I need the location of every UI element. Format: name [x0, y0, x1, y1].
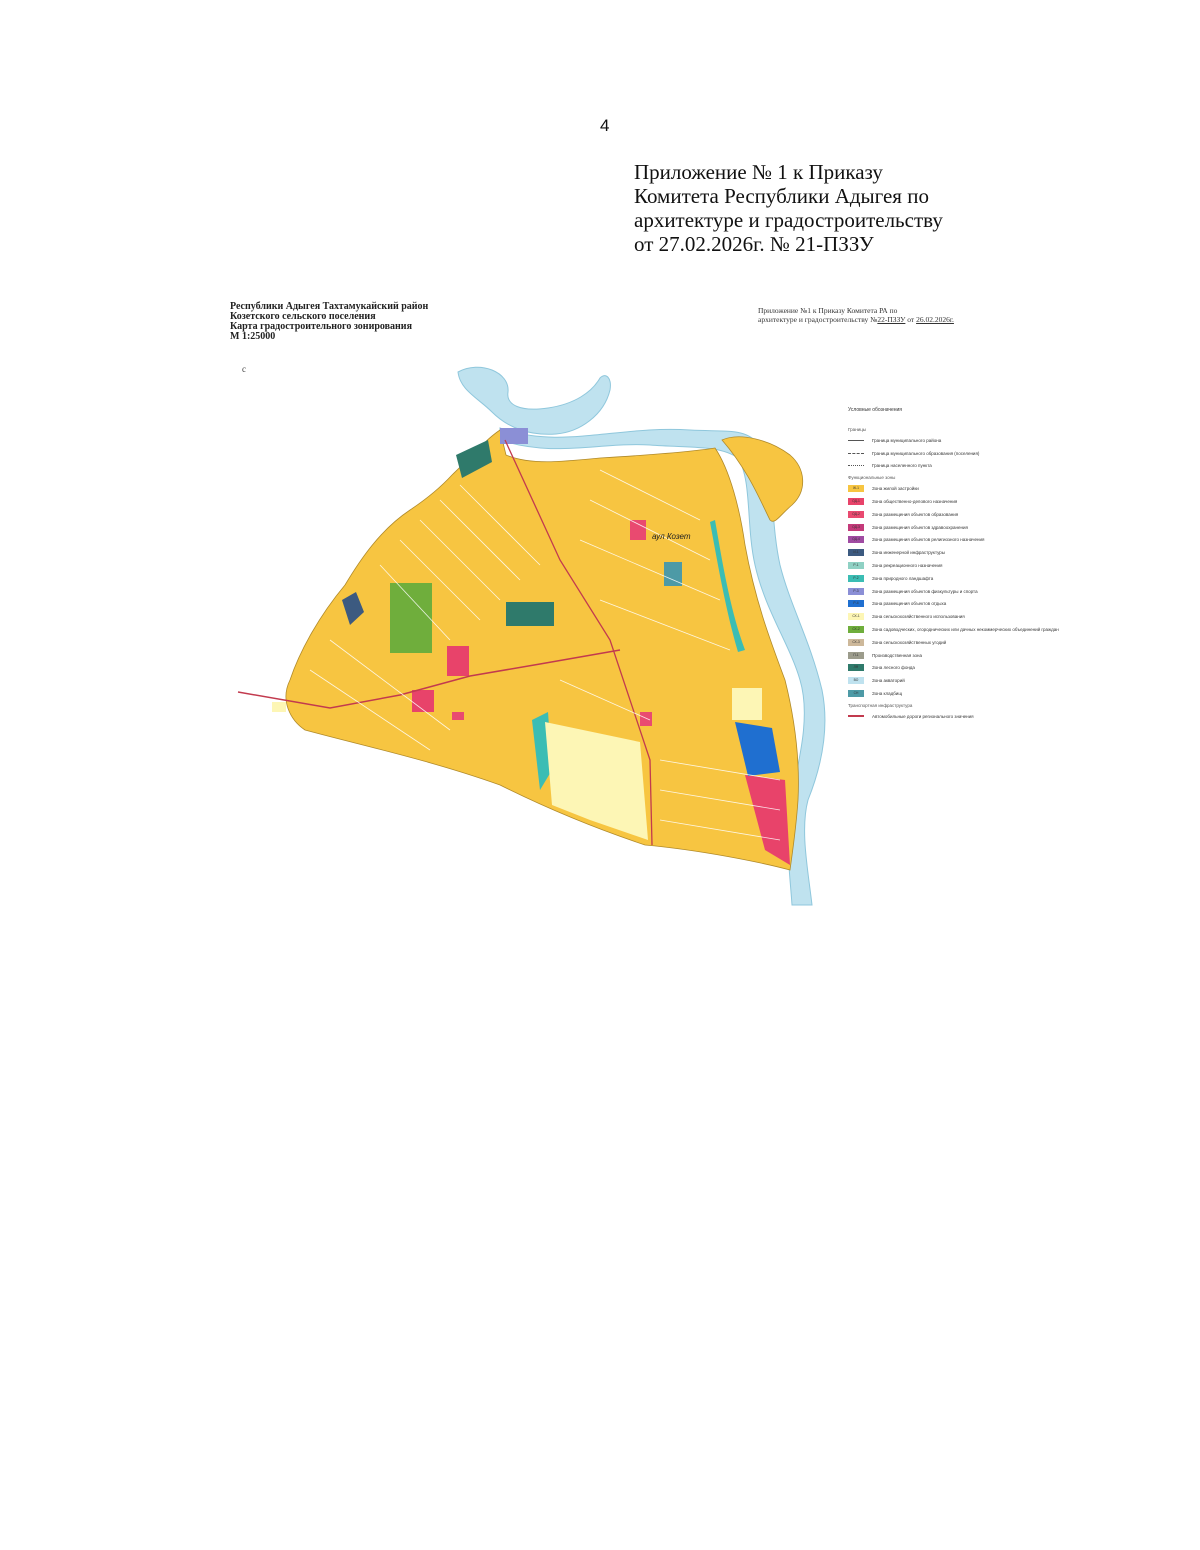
legend-item: [848, 662, 988, 675]
legend-label: Зона сельскохозяйственных угодий: [872, 639, 947, 645]
map-mark: с: [242, 364, 246, 374]
zone-swatch: Р-1: [848, 562, 864, 569]
legend-title: Условные обозначения: [848, 407, 903, 413]
legend-item: [848, 623, 1059, 636]
appendix-line: Комитета Республики Адыгея по: [634, 184, 929, 208]
legend-label: Зона инженерной инфраструктуры: [872, 550, 945, 556]
legend-label: Зона размещения объектов отдыха: [872, 601, 947, 607]
zone-swatch: Ж-1: [848, 485, 864, 492]
legend-label: Зона размещения объектов здравоохранения: [872, 524, 968, 530]
legend-label: Граница муниципального образования (поселения): [872, 450, 980, 456]
map-note-line: Приложение №1 к Приказу Комитета РА по: [758, 306, 898, 315]
settlement-territory: [286, 430, 798, 870]
zone-swatch: Р-2: [848, 575, 864, 582]
legend-label: Зона сельскохозяйственного использования: [872, 614, 965, 620]
zone-swatch: П-1: [848, 652, 864, 659]
legend-item: [848, 460, 988, 473]
legend-label: Производственная зона: [872, 652, 923, 658]
legend-item: [848, 434, 988, 447]
legend-item: [848, 559, 988, 572]
legend-item: [848, 482, 988, 495]
zone-swatch: ОД-4: [848, 536, 864, 543]
map-title-line: Козетского сельского поселения: [230, 311, 376, 322]
legend-label: Зона садоводческих, огороднических или дачных некоммерческих объединений граждан: [872, 627, 1059, 633]
legend-item: [848, 508, 988, 521]
legend-item: [848, 572, 988, 585]
legend-label: Граница муниципального района: [872, 437, 942, 443]
legend-label: Зона размещения объектов образования: [872, 511, 959, 517]
appendix-line: Приложение № 1 к Приказу: [634, 160, 883, 184]
legend-item: [848, 649, 988, 662]
zone-swatch: И-1: [848, 549, 864, 556]
zone-public-3: [630, 520, 646, 540]
legend-item: [848, 447, 988, 460]
map-title-line: Республики Адыгея Тахтамукайский район: [230, 301, 429, 312]
zone-swatch: ЛФ: [848, 664, 864, 671]
legend-item: [848, 598, 988, 611]
zone-swatch: ОД-3: [848, 524, 864, 531]
zone-swatch: ОД-2: [848, 511, 864, 518]
legend-item: [848, 534, 988, 547]
legend-label: Зона акваторий: [872, 678, 905, 684]
legend-item: [848, 674, 988, 687]
legend-item: [848, 710, 988, 723]
zone-swatch: СХ-1: [848, 613, 864, 620]
legend-item: [848, 521, 988, 534]
map-note-date: 26.02.2026г.: [916, 315, 954, 324]
legend-item: [848, 495, 988, 508]
legend-label: Зона размещения объектов религиозного назначения: [872, 537, 985, 543]
legend-label: Зона природного ландшафта: [872, 575, 934, 581]
legend-label: Зона общественно-делового назначения: [872, 499, 958, 505]
village-label: аул Козет: [652, 532, 691, 541]
road-line-swatch: [848, 715, 864, 717]
zone-agri-east: [732, 688, 762, 720]
appendix-line: от 27.02.2026г. № 21-ПЗЗУ: [634, 232, 874, 256]
river-upper: [458, 367, 610, 434]
legend-group: Транспортная инфраструктура: [848, 702, 913, 708]
zone-swatch: СХ-2: [848, 626, 864, 633]
zone-swatch: СХ-3: [848, 639, 864, 646]
legend-item: [848, 610, 988, 623]
border-line-swatch: [848, 465, 864, 466]
zone-swatch: Р-3: [848, 588, 864, 595]
appendix-line: архитектуре и градостроительству: [634, 208, 943, 232]
legend-item: [848, 636, 988, 649]
legend-label: Зона размещения объектов физкультуры и спорта: [872, 588, 978, 594]
map-note-number: 22-ПЗЗУ: [877, 315, 906, 324]
zone-swatch: ОД-1: [848, 498, 864, 505]
zone-public-2: [412, 690, 434, 712]
zone-swatch: Р-4: [848, 600, 864, 607]
legend-item: [848, 687, 988, 700]
zone-garden: [390, 583, 432, 653]
zone-public-6: [640, 712, 652, 726]
legend-label: Зона кладбищ: [872, 691, 903, 697]
page-number: 4: [600, 116, 610, 135]
map-title-line: Карта градостроительного зонирования: [230, 321, 412, 332]
zone-public-5: [452, 712, 464, 720]
legend-label: Автомобильные дороги регионального значения: [872, 713, 974, 719]
map-scale: М 1:25000: [230, 331, 276, 342]
zone-swatch: ВО: [848, 677, 864, 684]
map-note-mid: от: [907, 315, 915, 324]
map-legend: [848, 407, 1059, 723]
map-note-prefix: архитектуре и градостроительству №: [758, 315, 878, 324]
legend-item: [848, 585, 988, 598]
border-line-swatch: [848, 453, 864, 454]
zone-sport-north: [500, 428, 528, 444]
zone-swatch: СН: [848, 690, 864, 697]
legend-label: Зона лесного фонда: [872, 665, 915, 671]
legend-group: Функциональные зоны: [848, 475, 896, 481]
zone-public-1: [447, 646, 469, 676]
zone-forest-center: [506, 602, 554, 626]
legend-item: [848, 546, 988, 559]
border-line-swatch: [848, 440, 864, 441]
zone-agri-small: [272, 702, 286, 712]
legend-label: Зона жилой застройки: [872, 486, 919, 492]
legend-label: Зона рекреационного назначения: [872, 563, 943, 569]
legend-label: Граница населенного пункта: [872, 463, 932, 469]
legend-group: Границы: [848, 427, 866, 432]
